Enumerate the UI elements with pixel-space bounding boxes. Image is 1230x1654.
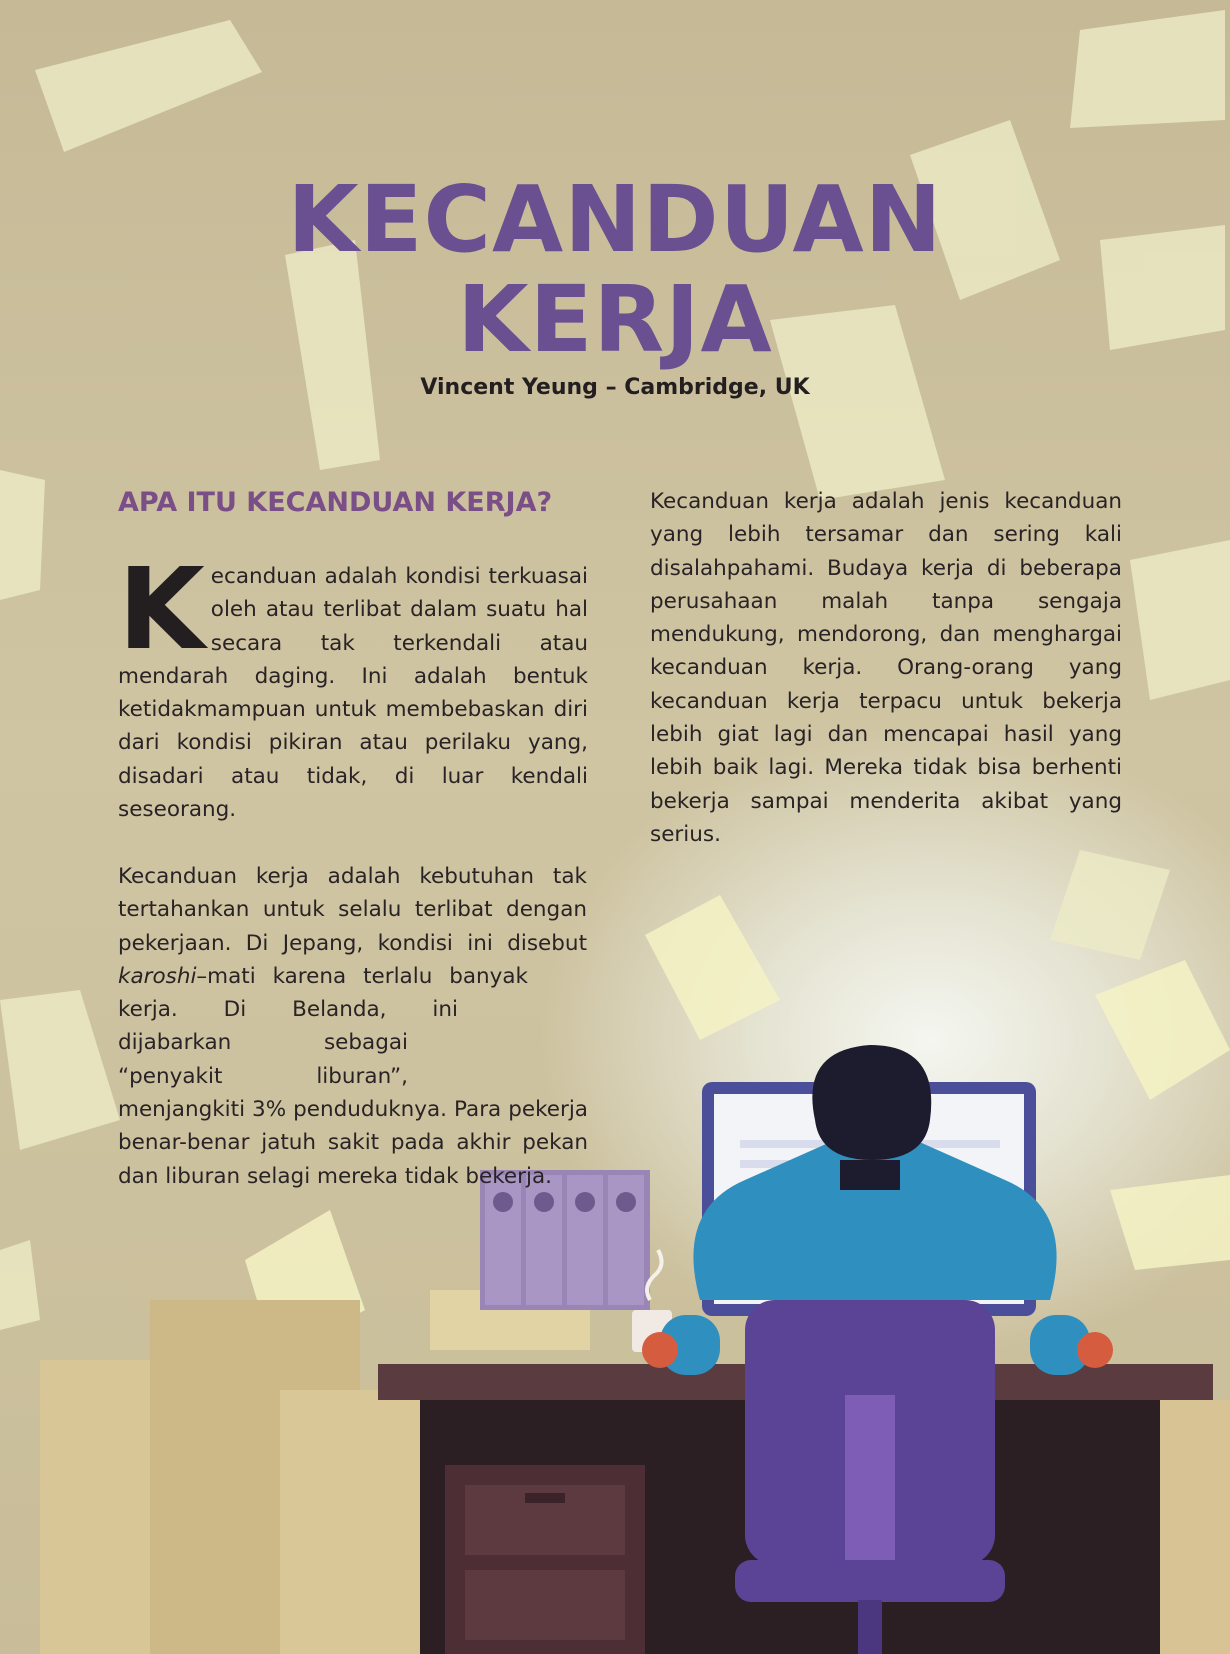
paragraph-2 bbox=[118, 860, 588, 1193]
byline: Vincent Yeung – Cambridge, UK bbox=[420, 375, 810, 400]
article-title-line2: KERJA bbox=[457, 266, 773, 373]
paragraph-1 bbox=[118, 545, 588, 826]
karoshi-term: karoshi bbox=[118, 963, 197, 989]
office-chair-icon bbox=[735, 1300, 1005, 1654]
paragraph-2-text-a: Kecanduan kerja adalah kebutuhan tak tertahankan untuk selalu terlibat dengan pekerjaan. Di Jepang, kondisi ini disebut bbox=[118, 864, 587, 956]
dropcap: K bbox=[118, 545, 205, 675]
paragraph-1-text: ecanduan adalah kondisi terkuasai oleh atau terlibat dalam suatu hal secara tak terkendali atau mendarah daging. Ini adalah bentuk ketidakmampuan untuk membebaskan diri dari kondisi pikiran atau perilaku yang, disadari atau tidak, di luar kendali seseorang. bbox=[118, 564, 588, 823]
article-title-line1: KECANDUAN bbox=[287, 166, 943, 273]
section-heading: APA ITU KECANDUAN KERJA? bbox=[118, 487, 553, 518]
paragraph-2-text-b: –mati karena terlalu banyak kerja. Di Belanda, ini dijabarkan sebagai “penyakit liburan”, menjangkiti 3% penduduknya. Para pekerja benar-benar jatuh sakit pada akhir pekan dan liburan selagi mereka tidak bekerja. bbox=[118, 963, 588, 1189]
paragraph-3: Kecanduan kerja adalah jenis kecanduan yang lebih tersamar dan sering kali disalahpahami. Budaya kerja di beberapa perusahaan malah tanpa sengaja mendukung, mendorong, dan menghargai kecanduan kerja. Orang-orang yang kecanduan kerja terpacu untuk bekerja lebih giat lagi dan mencapai hasil yang lebih baik lagi. Mereka tidak bisa berhenti bekerja sampai menderita akibat yang serius. bbox=[650, 489, 1122, 847]
